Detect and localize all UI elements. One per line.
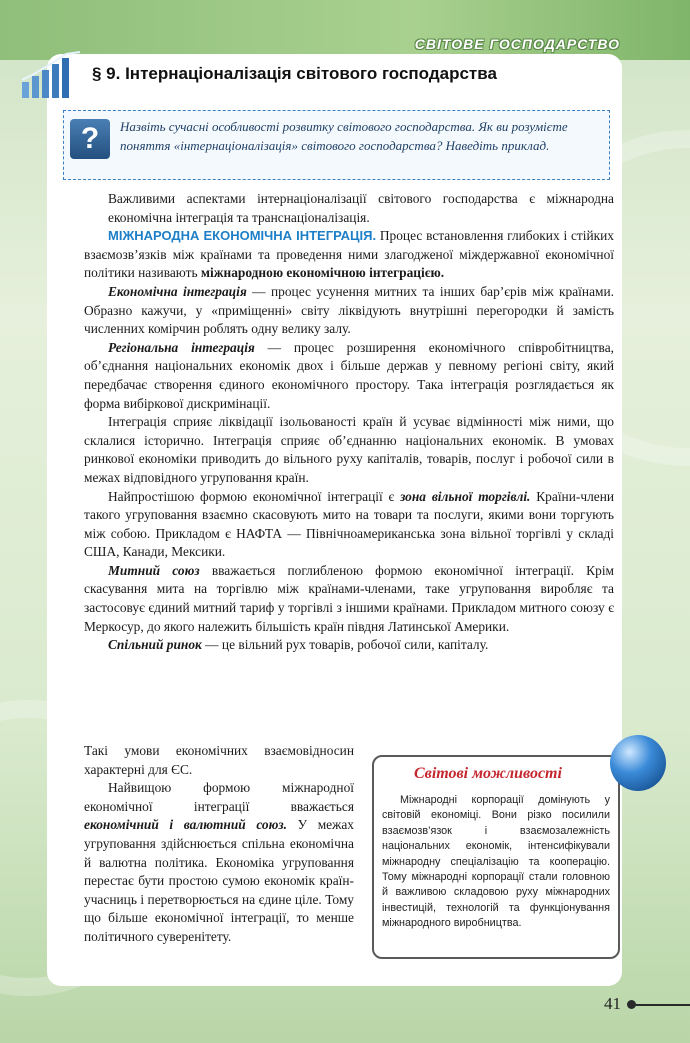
globe-icon [610, 735, 666, 791]
main-text [84, 190, 614, 655]
paragraph [84, 636, 614, 655]
text-run: Процес встановлення глибоких і стійких взаємозв’язків між країнами та проведення ними злагодженої міждержавної економічної політики називають [84, 228, 615, 281]
text-run: вважається поглибленою формою економічної інтеграції. Крім скасування мита на торгівлю між країнами-членами, таке угруповання виробляє та застосовує єдиний митний тариф у торгівлі з іншими країнами. Прикладом митного союзу є Меркосур, до якого належить більшість країн півдня Латинської Америки. [84, 562, 615, 634]
question-icon: ? [70, 119, 110, 159]
text-run: Країни-члени такого угруповання взаємно скасовують мито на товари та послуги, якими вони торгують між собою. Прикладом є НАФТА — Північноамериканська зона вільної торгівлі у складі США, Канади, Мексики. [84, 488, 615, 560]
paragraph [84, 227, 614, 283]
question-box [63, 110, 610, 180]
text-run: — це вільний рух товарів, робочої сили, капіталу. [201, 637, 489, 653]
term: економічний і валютний союз. [84, 817, 287, 833]
term: Митний союз [108, 562, 200, 578]
keyword-heading: МІЖНАРОДНА ЕКОНОМІЧНА ІНТЕГРАЦІЯ. [108, 228, 377, 244]
paragraph [84, 488, 614, 562]
text-run: У межах угруповання здійснюється спільна економічна й валютна політика. Економіка угруповання перестає бути простою сумою економік країн-учасниць і перетворюється на єдине ціле. Тому що більше економічної інтеграції, то менше політичного суверенітету. [84, 817, 354, 944]
term: Регіональна інтеграція [108, 339, 255, 355]
section-title: § 9. Інтернаціоналізація світового господарства [92, 64, 497, 83]
term: Економічна інтеграція [108, 283, 247, 299]
paragraph [84, 779, 354, 946]
paragraph: Такі умови економічних взаємовідносин характерні для ЄС. [84, 743, 354, 777]
chapter-title: СВІТОВЕ ГОСПОДАРСТВО [414, 36, 620, 52]
sidebar-paragraph: Міжнародні корпорації домінують у світовій економіці. Вони різко посилили взаємозв’язок і взаємозалежність національних економік, інтенсифікували міжнародну спеціалізацію та кооперацію. Тому міжнародні корпорації стали головною й важливою складовою руху міжнародних інвестицій, технологій та функціонування міжнародного виробництва. [382, 794, 610, 930]
paragraph [84, 339, 614, 413]
term: Спільний ринок [108, 637, 202, 653]
bold-term: міжнародною економічною інтеграцією. [200, 265, 445, 281]
paragraph: Інтеграція сприяє ліквідації ізольованості країн й усуває відмінності між ними, що склалися історично. Інтеграція сприяє об’єднанню національних економік. В умовах ринкової економіки приводить до вільного руху капіталів, товарів, послуг і робочої сили в межах відповідного угруповання країн. [84, 414, 614, 485]
page-marker-line [630, 1004, 690, 1006]
term: зона вільної торгівлі. [400, 488, 531, 504]
page-number: 41 [604, 994, 621, 1013]
text-run: — процес усунення митних та інших бар’єрів між країнами. Образно кажучи, у «приміщенні» світу ліквідують внутрішні перегородки й замість численних комірчин роблять одну велику залу. [84, 283, 615, 337]
sidebar-title: Світові можливості [414, 765, 562, 782]
bar-chart-icon [20, 50, 90, 100]
text-run: Найпростішою формою економічної інтеграції є [108, 488, 401, 504]
text-run: — процес розширення економічного співробітництва, об’єднання національних економік двох і більше держав у певному регіоні світу, який передбачає створення єдиного економічного простору. Така інтеграція розглядається як форма вибіркової дискримінації. [84, 339, 614, 411]
paragraph [84, 562, 614, 636]
sidebar-text [382, 793, 610, 932]
wrapped-text [84, 742, 354, 947]
sidebar-box [372, 755, 620, 959]
text-run: Найвищою формою міжнародної економічної інтеграції вважається [84, 780, 354, 814]
paragraph [84, 283, 614, 339]
question-text: Назвіть сучасні особливості розвитку світового господарства. Як ви розумієте поняття «інтернаціоналізація» світового господарства? Наведіть приклад. [120, 119, 568, 153]
header-band [0, 0, 690, 60]
paragraph: Важливими аспектами інтернаціоналізації світового господарства є міжнародна економічна інтеграція та транснаціоналізація. [108, 191, 614, 225]
